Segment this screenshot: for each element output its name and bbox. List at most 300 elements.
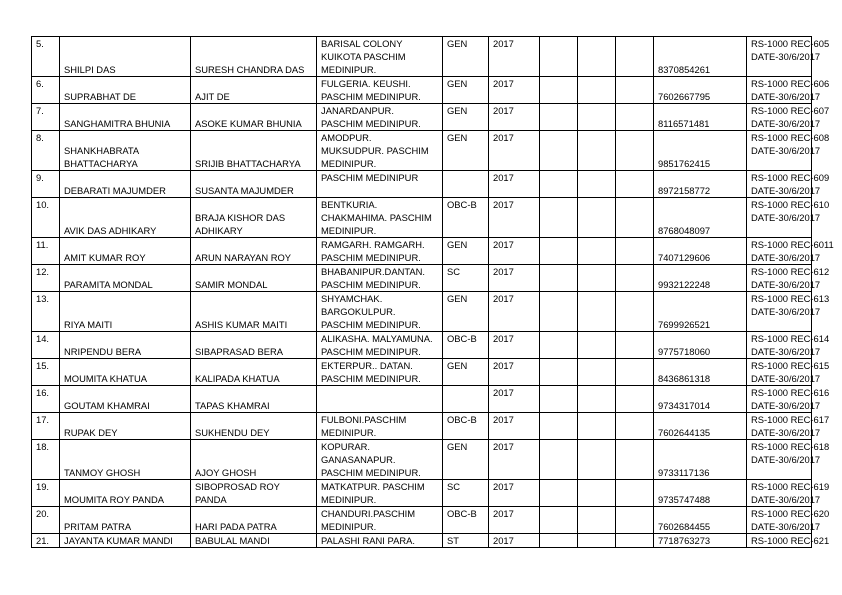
blank-cell [578,104,616,131]
year-cell: 2017 [489,171,540,198]
remarks-cell-line: DATE-30/6/2017 [751,454,821,465]
category-cell: ST [443,534,489,548]
father-name-cell-line: SURESH CHANDRA DAS [195,64,305,75]
blank-cell [540,104,578,131]
name-cell-line: PRITAM PATRA [64,521,132,532]
name-cell-line: JAYANTA KUMAR MANDI [64,535,173,546]
remarks-cell-line: RS-1000 REC-618 [751,441,830,452]
father-name-cell-line: ASOKE KUMAR BHUNIA [195,118,302,129]
remarks-cell-line: DATE-30/6/2017 [751,373,821,384]
address-cell-line: MEDINIPUR. [321,158,377,169]
address-cell-line: FULBONI.PASCHIM [321,414,407,425]
remarks-cell-line: DATE-30/6/2017 [751,279,821,290]
table-row [32,359,812,386]
father-name-cell [191,292,317,332]
table-row [32,440,812,480]
remarks-cell-line: RS-1000 REC-605 [751,38,830,49]
father-name-cell [191,198,317,238]
phone-cell: 9733117136 [654,440,747,480]
address-cell-line: PASCHIM MEDINIPUR. [321,467,421,478]
father-name-cell [191,37,317,77]
blank-cell [578,440,616,480]
address-cell-line: BARGOKULPUR. [321,306,396,317]
address-cell [317,292,443,332]
blank-cell [616,198,654,238]
address-cell-line: MATKATPUR. PASCHIM [321,481,425,492]
address-cell-line: BENTKURIA. [321,199,378,210]
address-cell-line: PASCHIM MEDINIPUR. [321,279,421,290]
name-cell-line: AMIT KUMAR ROY [64,252,146,263]
remarks-cell [747,480,830,507]
table-row [32,238,812,265]
blank-cell [616,104,654,131]
father-name-cell [191,171,317,198]
remarks-cell [747,386,830,413]
name-cell [60,534,191,548]
blank-cell [616,386,654,413]
address-cell-line: ALIKASHA. MALYAMUNA. [321,333,433,344]
table-row [32,480,812,507]
address-cell-line: SHYAMCHAK. [321,293,383,304]
year-cell: 2017 [489,265,540,292]
serial-cell: 14. [32,332,60,359]
name-cell-line: SUPRABHAT DE [64,91,137,102]
address-cell [317,238,443,265]
name-cell-line: SHILPI DAS [64,64,116,75]
year-cell: 2017 [489,198,540,238]
candidate-table [31,36,834,548]
name-cell-line: MOUMITA ROY PANDA [64,494,165,505]
year-cell: 2017 [489,292,540,332]
address-cell-line: PASCHIM MEDINIPUR. [321,346,421,357]
name-cell [60,265,191,292]
remarks-cell [747,171,830,198]
serial-cell: 12. [32,265,60,292]
category-cell: OBC-B [443,413,489,440]
table-row [32,413,812,440]
blank-cell [616,131,654,171]
address-cell-line: KOPURAR. [321,441,370,452]
table-row [32,265,812,292]
remarks-cell [747,440,830,480]
remarks-cell-line: RS-1000 REC-614 [751,333,830,344]
phone-cell: 7602667795 [654,77,747,104]
name-cell [60,131,191,171]
name-cell [60,198,191,238]
remarks-cell-line: RS-1000 REC-616 [751,387,830,398]
name-cell [60,480,191,507]
phone-cell: 8370854261 [654,37,747,77]
blank-cell [578,413,616,440]
father-name-cell-line: SUKHENDU DEY [195,427,270,438]
table-row [32,507,812,534]
address-cell-line: MEDINIPUR. [321,427,377,438]
address-cell-line: MEDINIPUR. [321,64,377,75]
phone-cell: 9932122248 [654,265,747,292]
address-cell [317,131,443,171]
blank-cell [540,534,578,548]
phone-cell: 8436861318 [654,359,747,386]
address-cell-line: PASCHIM MEDINIPUR. [321,373,421,384]
year-cell: 2017 [489,480,540,507]
address-cell-line: BHABANIPUR.DANTAN. [321,266,426,277]
remarks-cell [747,507,830,534]
address-cell [317,37,443,77]
address-cell-line: JANARDANPUR. [321,105,394,116]
name-cell-line: NRIPENDU BERA [64,346,142,357]
remarks-cell-line: DATE-30/6/2017 [751,91,821,102]
blank-cell [540,359,578,386]
blank-cell [578,37,616,77]
category-cell: SC [443,480,489,507]
serial-cell: 8. [32,131,60,171]
name-cell-line: SANGHAMITRA BHUNIA [64,118,171,129]
address-cell-line: AMODPUR. [321,132,372,143]
blank-cell [578,507,616,534]
blank-cell [540,386,578,413]
father-name-cell-line: BABULAL MANDI [195,535,270,546]
remarks-cell [747,198,830,238]
name-cell [60,507,191,534]
remarks-cell [747,265,830,292]
remarks-cell-line: RS-1000 REC-610 [751,199,830,210]
serial-cell: 20. [32,507,60,534]
address-cell-line: PASCHIM MEDINIPUR. [321,319,421,330]
father-name-cell-line: ARUN NARAYAN ROY [195,252,292,263]
blank-cell [578,77,616,104]
father-name-cell [191,534,317,548]
father-name-cell [191,386,317,413]
blank-cell [578,131,616,171]
name-cell [60,413,191,440]
name-cell-line: BHATTACHARYA [64,158,138,169]
name-cell [60,292,191,332]
father-name-cell-line: HARI PADA PATRA [195,521,277,532]
blank-cell [540,77,578,104]
phone-cell: 9851762415 [654,131,747,171]
name-cell [60,77,191,104]
blank-cell [616,440,654,480]
table-row [32,292,812,332]
blank-cell [540,238,578,265]
address-cell [317,507,443,534]
blank-cell [540,198,578,238]
father-name-cell-line: SAMIR MONDAL [195,279,268,290]
address-cell-line: PASCHIM MEDINIPUR. [321,91,421,102]
remarks-cell-line: DATE-30/6/2017 [751,494,821,505]
blank-cell [540,507,578,534]
name-cell-line: MOUMITA KHATUA [64,373,147,384]
category-cell: OBC-B [443,198,489,238]
table-row [32,37,812,77]
father-name-cell [191,265,317,292]
year-cell: 2017 [489,386,540,413]
address-cell [317,104,443,131]
blank-cell [616,77,654,104]
category-cell: OBC-B [443,507,489,534]
remarks-cell-line: RS-1000 REC-612 [751,266,830,277]
blank-cell [540,413,578,440]
serial-cell: 6. [32,77,60,104]
phone-cell: 8768048097 [654,198,747,238]
phone-cell: 7602684455 [654,507,747,534]
name-cell-line: TANMOY GHOSH [64,467,141,478]
blank-cell [578,171,616,198]
remarks-cell-line: DATE-30/6/2017 [751,521,821,532]
name-cell-line: PARAMITA MONDAL [64,279,153,290]
address-cell-line: PASCHIM MEDINIPUR. [321,118,421,129]
serial-cell: 15. [32,359,60,386]
table-row [32,131,812,171]
remarks-cell-line: RS-1000 REC-607 [751,105,830,116]
remarks-cell [747,131,830,171]
phone-cell: 7718763273 [654,534,747,548]
name-cell-line: RIYA MAITI [64,319,113,330]
address-cell [317,198,443,238]
address-cell-line: CHANDURI.PASCHIM [321,508,416,519]
address-cell-line: PASCHIM MEDINIPUR. [321,252,421,263]
blank-cell [616,507,654,534]
name-cell [60,386,191,413]
serial-cell: 11. [32,238,60,265]
category-cell: OBC-B [443,332,489,359]
father-name-cell [191,507,317,534]
remarks-cell-line: DATE-30/6/2017 [751,51,821,62]
father-name-cell-line: BRAJA KISHOR DAS [195,212,286,223]
address-cell [317,332,443,359]
name-cell [60,332,191,359]
father-name-cell [191,332,317,359]
blank-cell [578,265,616,292]
year-cell: 2017 [489,238,540,265]
father-name-cell-line: PANDA [195,494,227,505]
remarks-cell [747,413,830,440]
blank-cell [578,292,616,332]
table-body [32,37,834,548]
blank-cell [540,131,578,171]
father-name-cell [191,238,317,265]
year-cell: 2017 [489,131,540,171]
remarks-cell [747,292,830,332]
address-cell [317,359,443,386]
father-name-cell [191,359,317,386]
remarks-cell-line: RS-1000 REC-6011 [751,239,834,250]
remarks-cell-line: DATE-30/6/2017 [751,118,821,129]
serial-cell: 9. [32,171,60,198]
blank-cell [616,413,654,440]
address-cell [317,534,443,548]
address-cell-line: MEDINIPUR. [321,494,377,505]
name-cell [60,359,191,386]
remarks-cell-line: RS-1000 REC-613 [751,293,830,304]
category-cell: GEN [443,238,489,265]
year-cell: 2017 [489,440,540,480]
name-cell [60,238,191,265]
remarks-cell-line: RS-1000 REC-608 [751,132,830,143]
father-name-cell [191,131,317,171]
father-name-cell [191,413,317,440]
remarks-cell-line: DATE-30/6/2017 [751,252,821,263]
name-cell-line: DEBARATI MAJUMDER [64,185,166,196]
phone-cell: 7699926521 [654,292,747,332]
year-cell: 2017 [489,359,540,386]
remarks-cell-line: RS-1000 REC-606 [751,78,830,89]
name-cell-line: RUPAK DEY [64,427,118,438]
address-cell-line: FULGERIA. KEUSHI. [321,78,411,89]
address-cell-line: PALASHI RANI PARA. [321,535,415,546]
category-cell: GEN [443,37,489,77]
blank-cell [578,198,616,238]
name-cell-line: AVIK DAS ADHIKARY [64,225,157,236]
father-name-cell-line: TAPAS KHAMRAI [195,400,270,411]
address-cell-line: EKTERPUR.. DATAN. [321,360,413,371]
address-cell [317,171,443,198]
blank-cell [540,171,578,198]
year-cell: 2017 [489,413,540,440]
remarks-cell-line: DATE-30/6/2017 [751,427,821,438]
address-cell [317,413,443,440]
blank-cell [616,238,654,265]
remarks-cell [747,534,830,548]
serial-cell: 13. [32,292,60,332]
blank-cell [578,480,616,507]
remarks-cell [747,238,834,265]
table-row [32,198,812,238]
blank-cell [540,292,578,332]
remarks-cell-line: RS-1000 REC-621 [751,535,830,546]
blank-cell [616,359,654,386]
father-name-cell-line: KALIPADA KHATUA [195,373,280,384]
address-cell-line: GANASANAPUR. [321,454,396,465]
father-name-cell [191,104,317,131]
blank-cell [540,265,578,292]
name-cell [60,37,191,77]
remarks-cell-line: DATE-30/6/2017 [751,185,821,196]
father-name-cell-line: ASHIS KUMAR MAITI [195,319,288,330]
serial-cell: 18. [32,440,60,480]
phone-cell: 7407129606 [654,238,747,265]
remarks-cell [747,77,830,104]
serial-cell: 10. [32,198,60,238]
address-cell-line: RAMGARH. RAMGARH. [321,239,425,250]
blank-cell [540,332,578,359]
remarks-cell-line: DATE-30/6/2017 [751,145,821,156]
remarks-cell-line: DATE-30/6/2017 [751,400,821,411]
category-cell [443,171,489,198]
phone-cell: 8116571481 [654,104,747,131]
serial-cell: 16. [32,386,60,413]
address-cell [317,440,443,480]
year-cell: 2017 [489,37,540,77]
father-name-cell-line: ADHIKARY [195,225,243,236]
table-row [32,77,812,104]
blank-cell [616,265,654,292]
table-row [32,534,812,548]
serial-cell: 19. [32,480,60,507]
phone-cell: 8972158772 [654,171,747,198]
blank-cell [616,171,654,198]
blank-cell [616,37,654,77]
blank-cell [540,480,578,507]
name-cell [60,171,191,198]
serial-cell: 17. [32,413,60,440]
blank-cell [616,534,654,548]
remarks-cell-line: DATE-30/6/2017 [751,306,821,317]
category-cell [443,386,489,413]
name-cell-line: GOUTAM KHAMRAI [64,400,150,411]
address-cell [317,386,443,413]
remarks-cell [747,104,830,131]
phone-cell: 7602644135 [654,413,747,440]
address-cell-line: BARISAL COLONY [321,38,403,49]
category-cell: GEN [443,292,489,332]
name-cell-line: SHANKHABRATA [64,145,140,156]
father-name-cell-line: SUSANTA MAJUMDER [195,185,294,196]
father-name-cell-line: AJOY GHOSH [195,467,257,478]
category-cell: GEN [443,77,489,104]
blank-cell [578,359,616,386]
address-cell-line: MEDINIPUR. [321,521,377,532]
serial-cell: 21. [32,534,60,548]
year-cell: 2017 [489,104,540,131]
father-name-cell [191,77,317,104]
blank-cell [578,386,616,413]
father-name-cell-line: SIBAPRASAD BERA [195,346,284,357]
remarks-cell-line: DATE-30/6/2017 [751,346,821,357]
blank-cell [616,332,654,359]
table-row [32,104,812,131]
address-cell-line: KUIKOTA PASCHIM [321,51,406,62]
father-name-cell-line: SIBOPROSAD ROY [195,481,280,492]
blank-cell [540,37,578,77]
father-name-cell [191,440,317,480]
phone-cell: 9775718060 [654,332,747,359]
category-cell: GEN [443,104,489,131]
year-cell: 2017 [489,332,540,359]
table-row [32,171,812,198]
category-cell: SC [443,265,489,292]
address-cell [317,480,443,507]
year-cell: 2017 [489,77,540,104]
category-cell: GEN [443,440,489,480]
name-cell [60,440,191,480]
blank-cell [578,332,616,359]
table-row [32,332,812,359]
blank-cell [540,440,578,480]
address-cell-line: MUKSUDPUR. PASCHIM [321,145,429,156]
table-row [32,386,812,413]
father-name-cell [191,480,317,507]
remarks-cell [747,332,830,359]
phone-cell: 9735747488 [654,480,747,507]
category-cell: GEN [443,131,489,171]
remarks-cell-line: RS-1000 REC-617 [751,414,830,425]
serial-cell: 5. [32,37,60,77]
blank-cell [578,534,616,548]
remarks-cell [747,37,830,77]
address-cell-line: CHAKMAHIMA. PASCHIM [321,212,432,223]
remarks-cell-line: RS-1000 REC-609 [751,172,830,183]
blank-cell [616,480,654,507]
remarks-cell-line: RS-1000 REC-619 [751,481,830,492]
serial-cell: 7. [32,104,60,131]
address-cell [317,265,443,292]
remarks-cell-line: DATE-30/6/2017 [751,212,821,223]
address-cell [317,77,443,104]
blank-cell [616,292,654,332]
year-cell: 2017 [489,507,540,534]
remarks-cell-line: RS-1000 REC-615 [751,360,830,371]
